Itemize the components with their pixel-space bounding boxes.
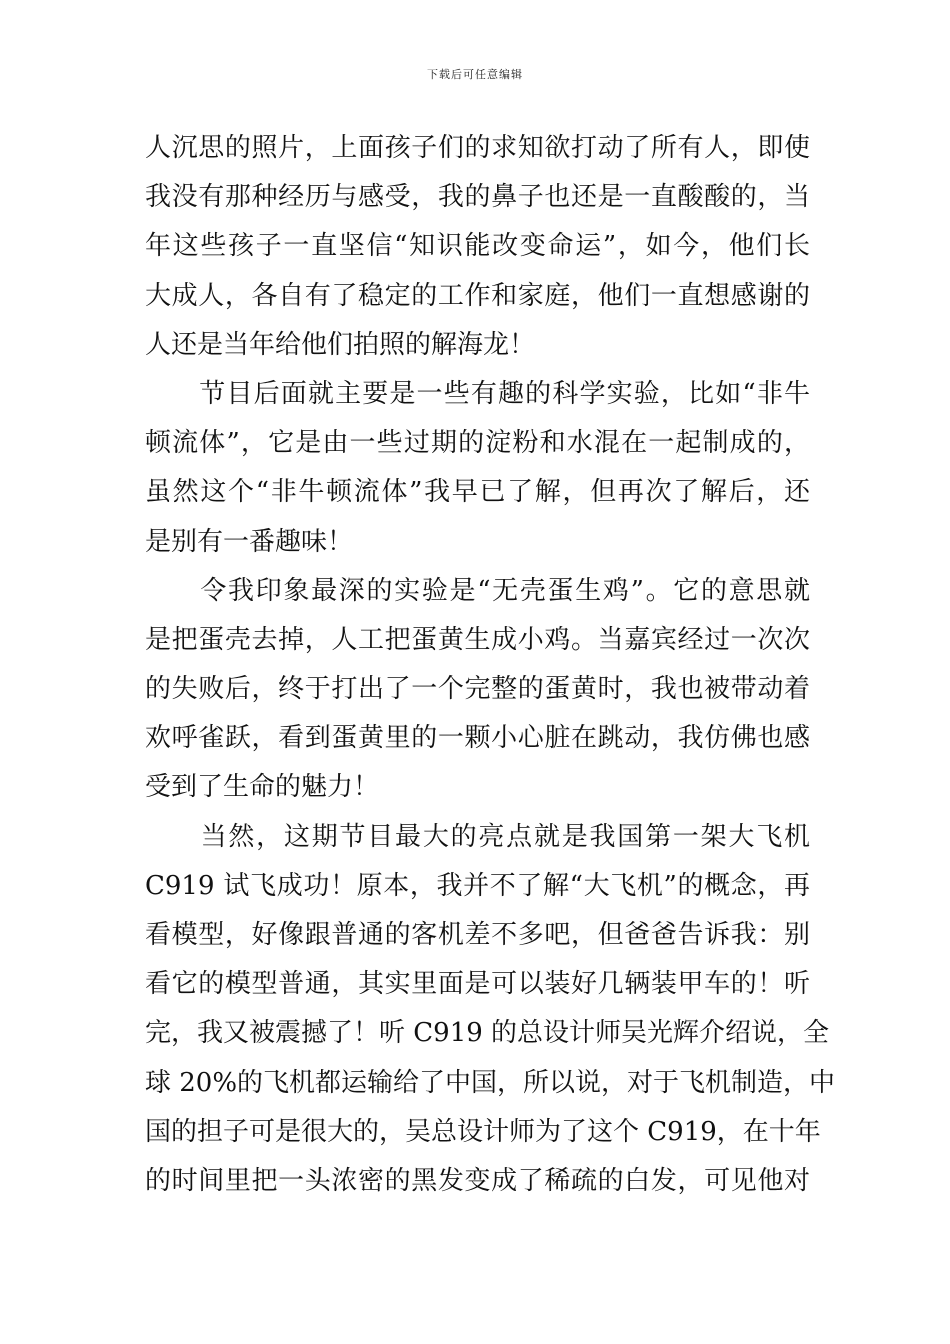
text-line: 球 20%的飞机都运输给了中国，所以说，对于飞机制造，中: [145, 1067, 836, 1098]
text-line: 当然，这期节目最大的亮点就是我国第一架大飞机: [145, 821, 810, 852]
text-line: 是把蛋壳去掉，人工把蛋黄生成小鸡。当嘉宾经过一次次: [145, 624, 810, 655]
text-line: 是别有一番趣味！: [145, 526, 354, 557]
text-line: 年这些孩子一直坚信“知识能改变命运”，如今，他们长: [145, 231, 810, 262]
text-line: 令我印象最深的实验是“无壳蛋生鸡”。它的意思就: [145, 575, 810, 606]
page-header: 下载后可任意编辑: [427, 68, 523, 81]
text-line: 我没有那种经历与感受，我的鼻子也还是一直酸酸的，当: [145, 182, 810, 213]
text-line: 欢呼雀跃，看到蛋黄里的一颗小心脏在跳动，我仿佛也感: [145, 723, 810, 754]
text-line: 人还是当年给他们拍照的解海龙！: [145, 329, 536, 360]
text-line: 看模型，好像跟普通的客机差不多吧，但爸爸告诉我：别: [145, 920, 810, 950]
text-line: C919 试飞成功！原本，我并不了解“大飞机”的概念，再: [145, 870, 810, 901]
essay-body: [145, 124, 836, 1206]
text-line: 顿流体”，它是由一些过期的淀粉和水混在一起制成的，: [145, 428, 810, 459]
text-line: 大成人，各自有了稳定的工作和家庭，他们一直想感谢的: [145, 280, 810, 311]
text-line: 完，我又被震撼了！听 C919 的总设计师吴光辉介绍说，全: [145, 1018, 830, 1049]
text-line: 节目后面就主要是一些有趣的科学实验，比如“非牛: [145, 378, 810, 409]
text-line: 受到了生命的魅力！: [145, 772, 380, 803]
text-line: 国的担子可是很大的，吴总设计师为了这个 C919，在十年: [145, 1116, 821, 1147]
text-line: 看它的模型普通，其实里面是可以装好几辆装甲车的！听: [145, 969, 810, 1000]
text-line: 虽然这个“非牛顿流体”我早已了解，但再次了解后，还: [145, 477, 810, 508]
text-line: 人沉思的照片，上面孩子们的求知欲打动了所有人，即使: [145, 133, 810, 163]
text-line: 的失败后，终于打出了一个完整的蛋黄时，我也被带动着: [145, 674, 810, 705]
text-line: 的时间里把一头浓密的黑发变成了稀疏的白发，可见他对: [145, 1165, 810, 1196]
